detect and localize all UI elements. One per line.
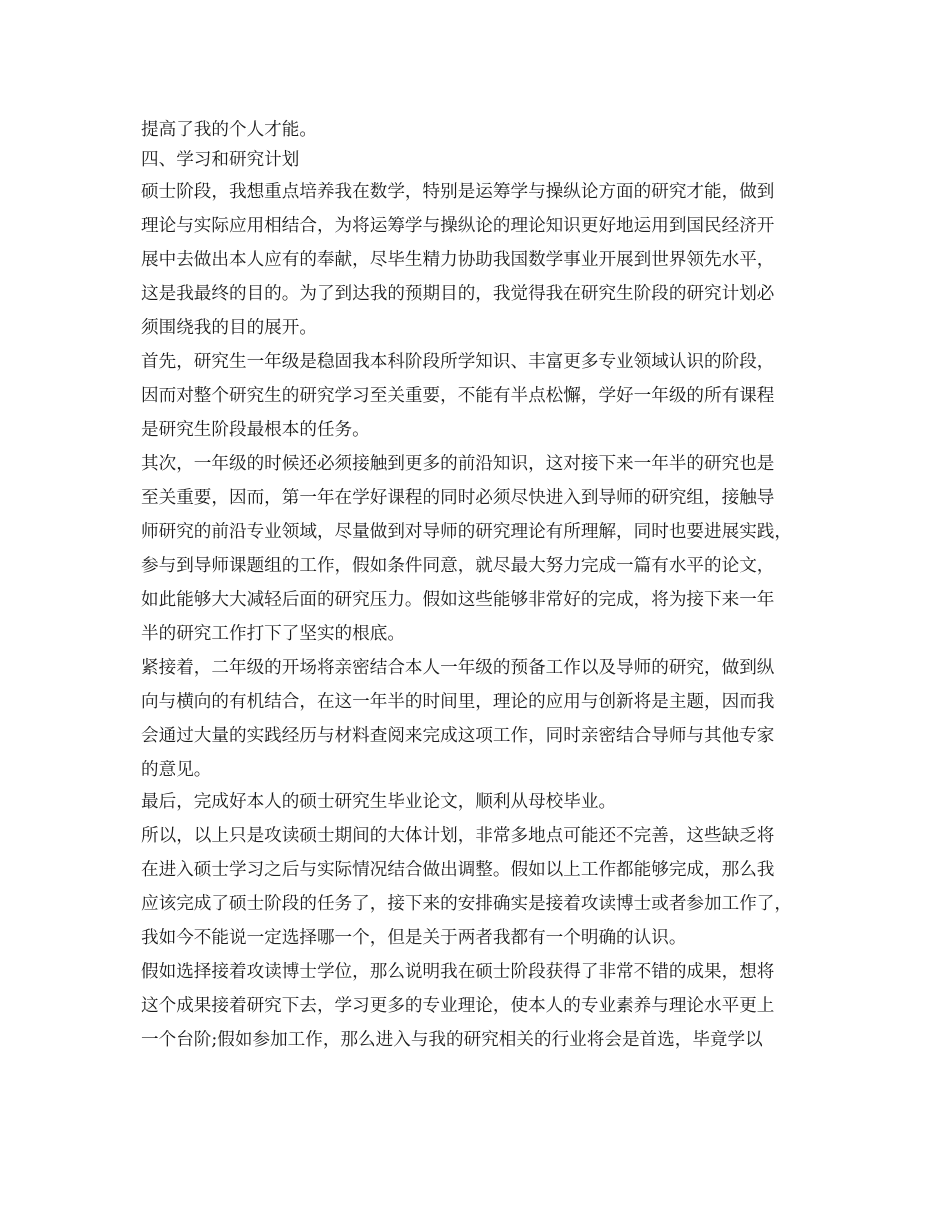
text-line: 因而对整个研究生的研究学习至关重要，不能有半点松懈，学好一年级的所有课程 bbox=[141, 386, 775, 406]
text-line: 一个台阶;假如参加工作，那么进入与我的研究相关的行业将会是首选，毕竟学以 bbox=[141, 1030, 763, 1050]
text-line: 展中去做出本人应有的奉献，尽毕生精力协助我国数学事业开展到世界领先水平， bbox=[141, 250, 775, 270]
section-heading: 四、学习和研究计划 bbox=[141, 150, 300, 170]
text-line: 首先，研究生一年级是稳固我本科阶段所学知识、丰富更多专业领域认识的阶段， bbox=[141, 352, 775, 372]
text-line: 硕士阶段，我想重点培养我在数学，特别是运筹学与操纵论方面的研究才能，做到 bbox=[141, 182, 775, 202]
text-line: 须围绕我的目的展开。 bbox=[141, 318, 317, 338]
text-line: 所以，以上只是攻读硕士期间的大体计划，非常多地点可能还不完善，这些缺乏将 bbox=[141, 826, 775, 846]
text-line: 提高了我的个人才能。 bbox=[141, 120, 317, 140]
text-line: 最后，完成好本人的硕士研究生毕业论文，顺利从母校毕业。 bbox=[141, 792, 617, 812]
text-line: 应该完成了硕士阶段的任务了，接下来的安排确实是接着攻读博士或者参加工作了， bbox=[141, 894, 792, 914]
text-line: 理论与实际应用相结合，为将运筹学与操纵论的理论知识更好地运用到国民经济开 bbox=[141, 216, 775, 236]
text-line: 是研究生阶段最根本的任务。 bbox=[141, 420, 370, 440]
text-line: 会通过大量的实践经历与材料查阅来完成这项工作，同时亲密结合导师与其他专家 bbox=[141, 726, 775, 746]
text-line: 师研究的前沿专业领域，尽量做到对导师的研究理论有所理解，同时也要进展实践， bbox=[141, 522, 792, 542]
text-line: 参与到导师课题组的工作，假如条件同意，就尽最大努力完成一篇有水平的论文， bbox=[141, 556, 775, 576]
text-line: 向与横向的有机结合，在这一年半的时间里，理论的应用与创新将是主题，因而我 bbox=[141, 692, 775, 712]
text-line: 这个成果接着研究下去，学习更多的专业理论，使本人的专业素养与理论水平更上 bbox=[141, 996, 775, 1016]
text-line: 如此能够大大减轻后面的研究压力。假如这些能够非常好的完成，将为接下来一年 bbox=[141, 590, 775, 610]
text-line: 在进入硕士学习之后与实际情况结合做出调整。假如以上工作都能够完成，那么我 bbox=[141, 860, 775, 880]
text-line: 紧接着，二年级的开场将亲密结合本人一年级的预备工作以及导师的研究，做到纵 bbox=[141, 658, 775, 678]
text-line: 至关重要，因而，第一年在学好课程的同时必须尽快进入到导师的研究组，接触导 bbox=[141, 488, 775, 508]
text-line: 假如选择接着攻读博士学位，那么说明我在硕士阶段获得了非常不错的成果，想将 bbox=[141, 962, 775, 982]
text-line: 的意见。 bbox=[141, 760, 212, 780]
text-line: 我如今不能说一定选择哪一个，但是关于两者我都有一个明确的认识。 bbox=[141, 928, 687, 948]
text-line: 半的研究工作打下了坚实的根底。 bbox=[141, 624, 405, 644]
text-line: 其次，一年级的时候还必须接触到更多的前沿知识，这对接下来一年半的研究也是 bbox=[141, 454, 775, 474]
text-line: 这是我最终的目的。为了到达我的预期目的，我觉得我在研究生阶段的研究计划必 bbox=[141, 284, 775, 304]
